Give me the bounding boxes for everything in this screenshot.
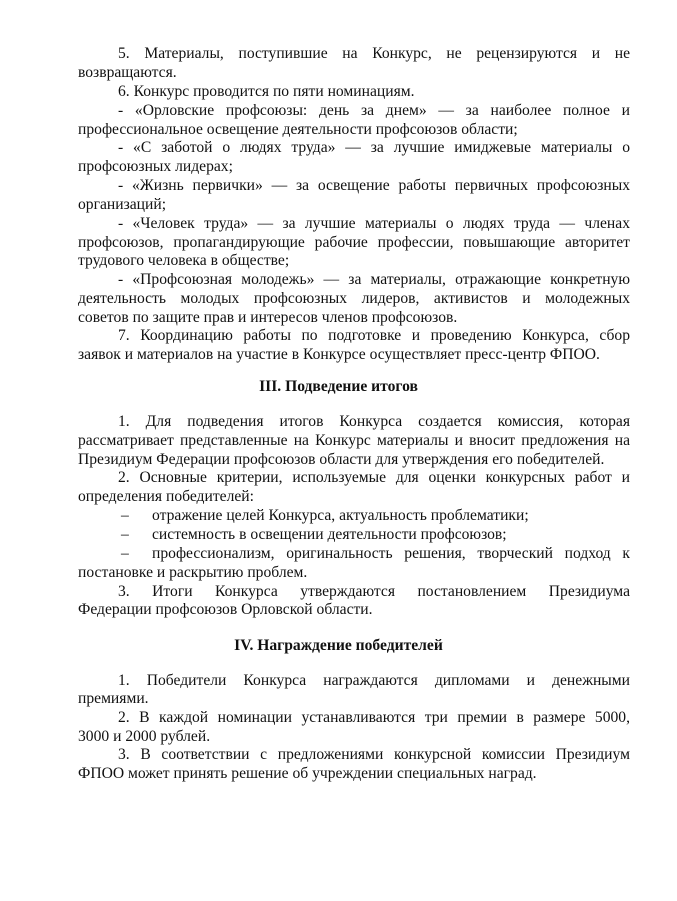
paragraph-line: - «Орловские профсоюзы: день за днем» — за наиболее полное и (118, 102, 630, 119)
paragraph-line: ФПОО может принять решение об учреждении специальных наград. (78, 765, 537, 782)
list-item: отражение целей Конкурса, актуальность проблематики; (152, 507, 529, 524)
paragraph-line: организаций; (78, 196, 167, 213)
paragraph-line: деятельность молодых профсоюзных лидеров, активистов и молодежных (78, 290, 630, 307)
paragraph-line: 1. Победители Конкурса награждаются дипломами и денежными (118, 672, 630, 689)
paragraph-line: профсоюзных лидерах; (78, 158, 233, 175)
paragraph-line: трудового человека в обществе; (78, 252, 290, 269)
paragraph-line: рассматривает представленные на Конкурс материалы и вносит предложения на (78, 432, 630, 449)
paragraph-line: премиями. (78, 690, 149, 707)
list-dash: – (121, 507, 129, 524)
list-item: профессионализм, оригинальность решения, творческий подход к (152, 545, 630, 562)
paragraph-line: 3. В соответствии с предложениями конкурсной комиссии Президиум (118, 746, 630, 763)
paragraph-line: - «Профсоюзная молодежь» — за материалы, отражающие конкретную (118, 271, 630, 288)
list-dash: – (121, 545, 129, 562)
paragraph-line: 3. Итоги Конкурса утверждаются постановлением Президиума (118, 583, 630, 600)
paragraph-line: 2. Основные критерии, используемые для оценки конкурсных работ и (118, 469, 630, 486)
paragraph-line: 7. Координацию работы по подготовке и проведению Конкурса, сбор (118, 327, 630, 344)
paragraph-line: 6. Конкурс проводится по пяти номинациям. (118, 83, 415, 100)
paragraph-line: советов по защите прав и интересов членов профсоюзов. (78, 309, 458, 326)
section-heading: IV. Награждение победителей (234, 637, 443, 654)
section-heading: III. Подведение итогов (259, 378, 418, 395)
paragraph-line: заявок и материалов на участие в Конкурсе осуществляет пресс-центр ФПОО. (78, 346, 600, 363)
paragraph-line: - «Человек труда» — за лучшие материалы о людях труда — членах (118, 215, 630, 232)
paragraph-line: определения победителей: (78, 488, 254, 505)
list-dash: – (121, 526, 129, 543)
paragraph-line: 3000 и 2000 рублей. (78, 728, 211, 745)
paragraph-line: 2. В каждой номинации устанавливаются три премии в размере 5000, (118, 709, 630, 726)
paragraph-line: профсоюзов, пропагандирующие рабочие профессии, повышающие авторитет (78, 234, 630, 251)
paragraph-line: Президиум Федерации профсоюзов области для утверждения его победителей. (78, 451, 605, 468)
paragraph-line: Федерации профсоюзов Орловской области. (78, 601, 373, 618)
paragraph-line: 1. Для подведения итогов Конкурса создается комиссия, которая (118, 413, 630, 430)
paragraph-line: постановке и раскрытию проблем. (78, 564, 308, 581)
paragraph-line: - «С заботой о людях труда» — за лучшие имиджевые материалы о (118, 139, 630, 156)
paragraph-line: - «Жизнь первички» — за освещение работы первичных профсоюзных (118, 177, 630, 194)
paragraph-line: возвращаются. (78, 64, 177, 81)
list-item: системность в освещении деятельности профсоюзов; (152, 526, 507, 543)
paragraph-line: профессиональное освещение деятельности профсоюзов области; (78, 121, 518, 138)
paragraph-line: 5. Материалы, поступившие на Конкурс, не рецензируются и не (118, 45, 630, 62)
